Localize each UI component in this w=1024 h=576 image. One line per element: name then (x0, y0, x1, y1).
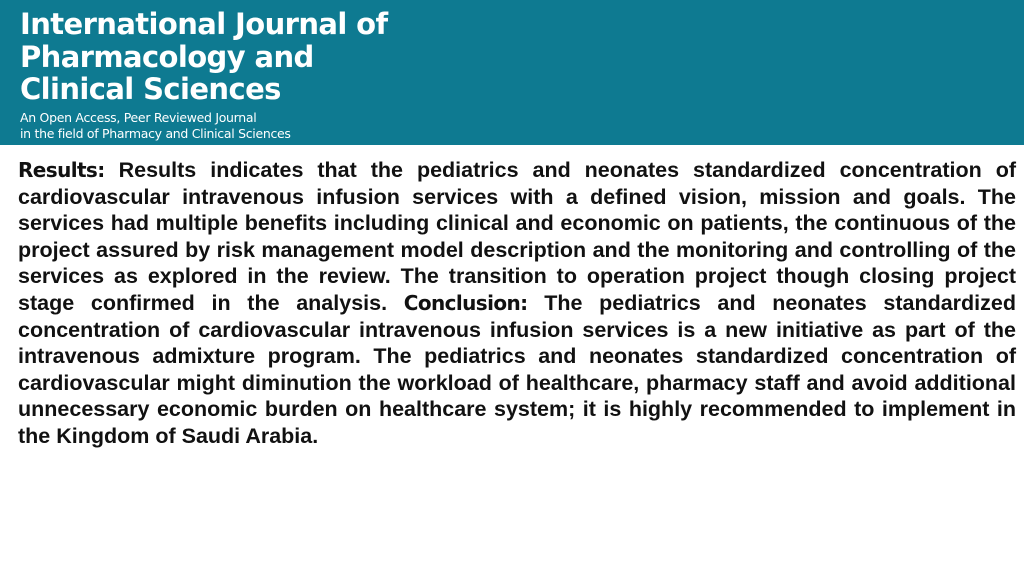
conclusion-text: The pediatrics and neonates standardized concentration of cardiovascular intravenous infusion services is a new initiative as part of the intravenous admixture program. The pediatrics and neonates standardized concentration of cardiovascular might diminution the workload of healthcare, pharmacy staff and avoid additional unnecessary economic burden on healthcare system; it is highly recommended to implement in the Kingdom of Saudi Arabia. (18, 290, 1016, 448)
results-text: Results indicates that the pediatrics and neonates standardized concentration of cardiovascular intravenous infusion services with a defined vision, mission and goals. The services had multiple benefits including clinical and economic on patients, the continuous of the project assured by risk management model description and the monitoring and controlling of the services as explored in the review. The transition to operation project though closing project stage confirmed in the analysis. (18, 158, 1016, 315)
journal-tagline-line-2: in the field of Pharmacy and Clinical Sciences (20, 125, 291, 141)
journal-title (20, 8, 1024, 106)
journal-title-line-3: Clinical Sciences (20, 72, 281, 106)
journal-title-line-2: Pharmacology and (20, 39, 314, 74)
journal-title-line-1: International Journal of (20, 7, 388, 41)
conclusion-label: Conclusion: (403, 290, 528, 315)
abstract-paragraph (18, 157, 1016, 450)
results-label: Results: (18, 158, 105, 182)
journal-banner (0, 0, 1024, 145)
journal-tagline (20, 110, 1024, 142)
journal-tagline-line-1: An Open Access, Peer Reviewed Journal (20, 109, 257, 125)
